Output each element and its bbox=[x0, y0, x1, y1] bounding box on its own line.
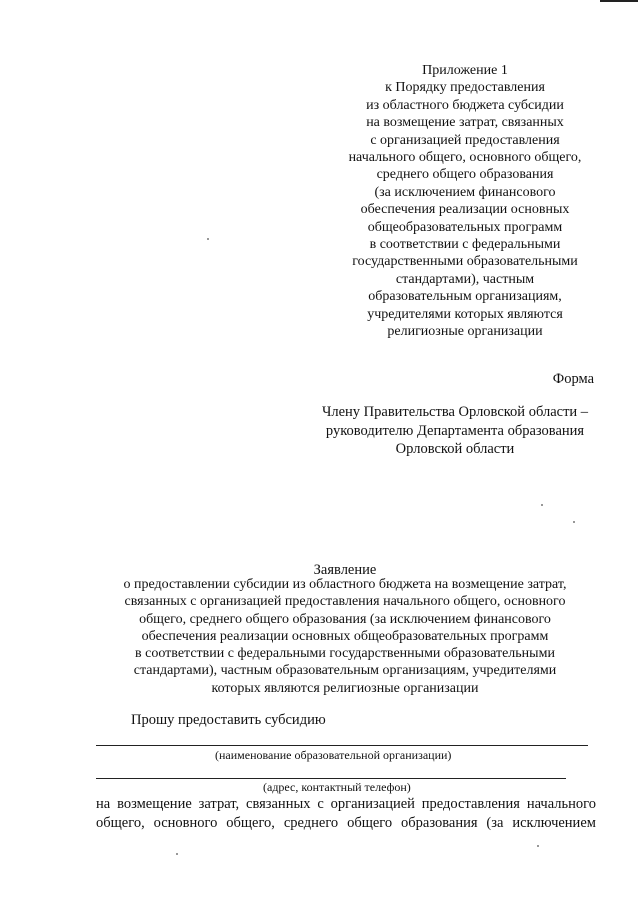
body-paragraph bbox=[96, 795, 596, 832]
application-line: которых являются религиозные организации bbox=[211, 680, 479, 696]
addressee-block bbox=[300, 403, 610, 459]
appendix-line: среднего общего образования bbox=[376, 167, 554, 183]
body-line: на возмещение затрат, связанных с организацией предоставления начального bbox=[96, 796, 596, 812]
application-title: Заявление bbox=[313, 562, 377, 578]
application-description bbox=[90, 576, 600, 697]
appendix-line: в соответствии с федеральными bbox=[369, 237, 561, 253]
appendix-line: государственными образовательными bbox=[352, 254, 578, 270]
appendix-line: на возмещение затрат, связанных bbox=[366, 115, 564, 131]
appendix-line: к Порядку предоставления bbox=[385, 80, 545, 96]
appendix-line: из областного бюджета субсидии bbox=[366, 97, 564, 113]
body-word: среднего bbox=[283, 814, 339, 831]
body-word: основного bbox=[153, 814, 218, 831]
appendix-line: начального общего, основного общего, bbox=[348, 150, 582, 166]
appendix-line: общеобразовательных программ bbox=[367, 219, 563, 235]
body-word: исключением bbox=[512, 814, 596, 831]
appendix-line: образовательным организациям, bbox=[368, 289, 562, 305]
scan-speck bbox=[541, 504, 543, 506]
appendix-line: стандартами), частным bbox=[395, 271, 535, 287]
form-label: Форма bbox=[552, 371, 594, 387]
request-text: Прошу предоставить субсидию bbox=[131, 712, 326, 728]
addressee-line: Члену Правительства Орловской области – bbox=[321, 404, 589, 420]
body-word: общего, bbox=[226, 814, 275, 831]
appendix-line: религиозные организации bbox=[387, 324, 543, 340]
addressee-line: руководителю Департамента образования bbox=[325, 422, 585, 439]
addressee-line: Орловской области bbox=[395, 441, 515, 457]
scan-speck bbox=[207, 238, 209, 240]
body-word: общего bbox=[347, 814, 393, 831]
appendix-header bbox=[320, 62, 610, 341]
application-line: обеспечения реализации основных общеобразовательных программ bbox=[141, 628, 549, 644]
body-line-justified bbox=[96, 814, 596, 833]
scan-speck bbox=[537, 845, 539, 847]
address-phone-field[interactable] bbox=[96, 778, 566, 779]
body-word: образования bbox=[401, 814, 478, 831]
appendix-line: учредителями которых являются bbox=[367, 306, 563, 322]
application-line: стандартами), частным образовательным организациям, учредителями bbox=[133, 663, 557, 679]
address-phone-caption: (адрес, контактный телефон) bbox=[263, 780, 411, 794]
application-line: о предоставлении субсидии из областного бюджета на возмещение затрат, bbox=[123, 577, 567, 592]
application-line: общего, среднего общего образования (за исключением финансового bbox=[139, 611, 551, 627]
organization-name-field[interactable] bbox=[96, 745, 588, 746]
appendix-line: Приложение 1 bbox=[422, 63, 508, 78]
application-line: в соответствии с федеральными государственными образовательными bbox=[135, 646, 555, 662]
body-word: (за bbox=[486, 814, 504, 831]
body-word: общего, bbox=[96, 814, 145, 831]
appendix-line: обеспечения реализации основных bbox=[360, 202, 570, 218]
scan-corner-mark bbox=[600, 0, 638, 2]
scan-speck bbox=[573, 521, 575, 523]
appendix-line: с организацией предоставления bbox=[370, 132, 560, 148]
appendix-line: (за исключением финансового bbox=[374, 184, 556, 200]
application-line: связанных с организацией предоставления начального общего, основного bbox=[124, 594, 566, 610]
organization-name-caption: (наименование образовательной организации) bbox=[215, 748, 452, 762]
scan-speck bbox=[176, 853, 178, 855]
